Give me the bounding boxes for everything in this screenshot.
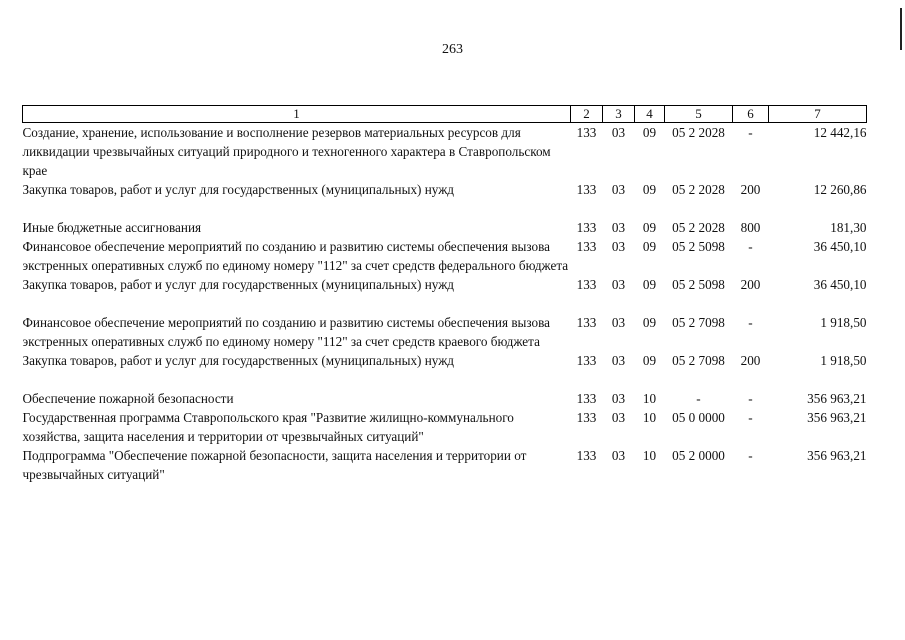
row-amount: 36 450,10 — [813, 239, 867, 254]
row-code-4: 10 — [642, 391, 657, 406]
row-code-6: - — [748, 448, 753, 463]
row-code-3: 03 — [611, 315, 626, 330]
spacer-row — [23, 294, 867, 313]
row-code-5: - — [696, 391, 701, 406]
row-code-3: 03 — [611, 353, 626, 368]
header-col-7: 7 — [769, 106, 867, 123]
header-col-6: 6 — [733, 106, 769, 123]
table-row — [23, 408, 867, 446]
row-amount: 12 260,86 — [813, 182, 867, 197]
row-code-5: 05 2 2028 — [672, 182, 725, 197]
row-code-5: 05 2 0000 — [672, 448, 725, 463]
row-code-3: 03 — [611, 277, 626, 292]
row-code-3: 03 — [611, 239, 626, 254]
row-code-2: 133 — [576, 391, 597, 406]
row-code-6: 200 — [740, 353, 761, 368]
row-code-4: 09 — [642, 182, 657, 197]
row-code-3: 03 — [611, 220, 626, 235]
row-name: Иные бюджетные ассигнования — [22, 220, 202, 235]
row-code-4: 09 — [642, 277, 657, 292]
spacer-row — [23, 370, 867, 389]
row-code-4: 10 — [642, 448, 657, 463]
row-code-5: 05 2 5098 — [672, 277, 725, 292]
row-name: Закупка товаров, работ и услуг для государственных (муниципальных) нужд — [22, 277, 455, 292]
table-header-row — [23, 106, 867, 123]
row-amount: 356 963,21 — [807, 391, 867, 406]
table-row — [23, 351, 867, 370]
row-amount: 1 918,50 — [820, 353, 867, 368]
row-code-2: 133 — [576, 239, 597, 254]
row-code-2: 133 — [576, 220, 597, 235]
table-row — [23, 123, 867, 181]
header-col-3: 3 — [603, 106, 635, 123]
table-row — [23, 389, 867, 408]
row-amount: 181,30 — [830, 220, 867, 235]
page-number: 263 — [442, 42, 463, 57]
row-name: Финансовое обеспечение мероприятий по созданию и развитию системы обеспечения вызова экстренных оперативных служб по единому номеру "112" за счет средств федерального бюджета — [22, 239, 569, 273]
row-name: Подпрограмма "Обеспечение пожарной безопасности, защита населения и территории от чрезвычайных ситуаций" — [22, 448, 527, 482]
row-code-5: 05 2 7098 — [672, 353, 725, 368]
budget-table — [22, 105, 867, 484]
table-row — [23, 446, 867, 484]
header-col-4: 4 — [635, 106, 665, 123]
row-code-2: 133 — [576, 448, 597, 463]
row-name: Закупка товаров, работ и услуг для государственных (муниципальных) нужд — [22, 353, 455, 368]
row-code-3: 03 — [611, 410, 626, 425]
row-amount: 1 918,50 — [820, 315, 867, 330]
row-code-5: 05 2 2028 — [672, 220, 725, 235]
row-code-6: 200 — [740, 182, 761, 197]
row-code-3: 03 — [611, 391, 626, 406]
row-code-6: 200 — [740, 277, 761, 292]
row-name: Государственная программа Ставропольского края "Развитие жилищно-коммунального хозяйства, защита населения и территории от чрезвычайных ситуаций" — [22, 410, 514, 444]
row-code-2: 133 — [576, 315, 597, 330]
row-code-4: 09 — [642, 220, 657, 235]
row-code-6: 800 — [740, 220, 761, 235]
row-code-4: 10 — [642, 410, 657, 425]
table-row — [23, 218, 867, 237]
row-code-2: 133 — [576, 182, 597, 197]
row-code-3: 03 — [611, 448, 626, 463]
row-code-2: 133 — [576, 277, 597, 292]
header-col-5: 5 — [665, 106, 733, 123]
row-name: Обеспечение пожарной безопасности — [22, 391, 234, 406]
row-code-5: 05 0 0000 — [672, 410, 725, 425]
row-code-5: 05 2 2028 — [672, 125, 725, 140]
table-row — [23, 275, 867, 294]
row-code-3: 03 — [611, 125, 626, 140]
row-name: Создание, хранение, использование и восполнение резервов материальных ресурсов для ликвидации чрезвычайных ситуаций природного и техногенного характера в Ставропольском крае — [22, 125, 551, 178]
row-code-4: 09 — [642, 239, 657, 254]
row-code-6: - — [748, 315, 753, 330]
spacer-row — [23, 199, 867, 218]
row-code-5: 05 2 7098 — [672, 315, 725, 330]
row-code-5: 05 2 5098 — [672, 239, 725, 254]
table-row — [23, 237, 867, 275]
row-code-6: - — [748, 410, 753, 425]
row-name: Финансовое обеспечение мероприятий по созданию и развитию системы обеспечения вызова экстренных оперативных служб по единому номеру "112" за счет средств краевого бюджета — [22, 315, 551, 349]
row-code-4: 09 — [642, 315, 657, 330]
row-amount: 356 963,21 — [807, 410, 867, 425]
scan-edge-line — [900, 8, 902, 50]
row-code-6: - — [748, 125, 753, 140]
row-code-3: 03 — [611, 182, 626, 197]
row-amount: 356 963,21 — [807, 448, 867, 463]
row-code-6: - — [748, 239, 753, 254]
row-code-4: 09 — [642, 353, 657, 368]
row-code-6: - — [748, 391, 753, 406]
header-col-1: 1 — [23, 106, 571, 123]
table-row — [23, 180, 867, 199]
row-amount: 36 450,10 — [813, 277, 867, 292]
row-name: Закупка товаров, работ и услуг для государственных (муниципальных) нужд — [22, 182, 455, 197]
row-code-4: 09 — [642, 125, 657, 140]
row-code-2: 133 — [576, 125, 597, 140]
table-row — [23, 313, 867, 351]
row-amount: 12 442,16 — [813, 125, 867, 140]
header-col-2: 2 — [571, 106, 603, 123]
row-code-2: 133 — [576, 353, 597, 368]
row-code-2: 133 — [576, 410, 597, 425]
